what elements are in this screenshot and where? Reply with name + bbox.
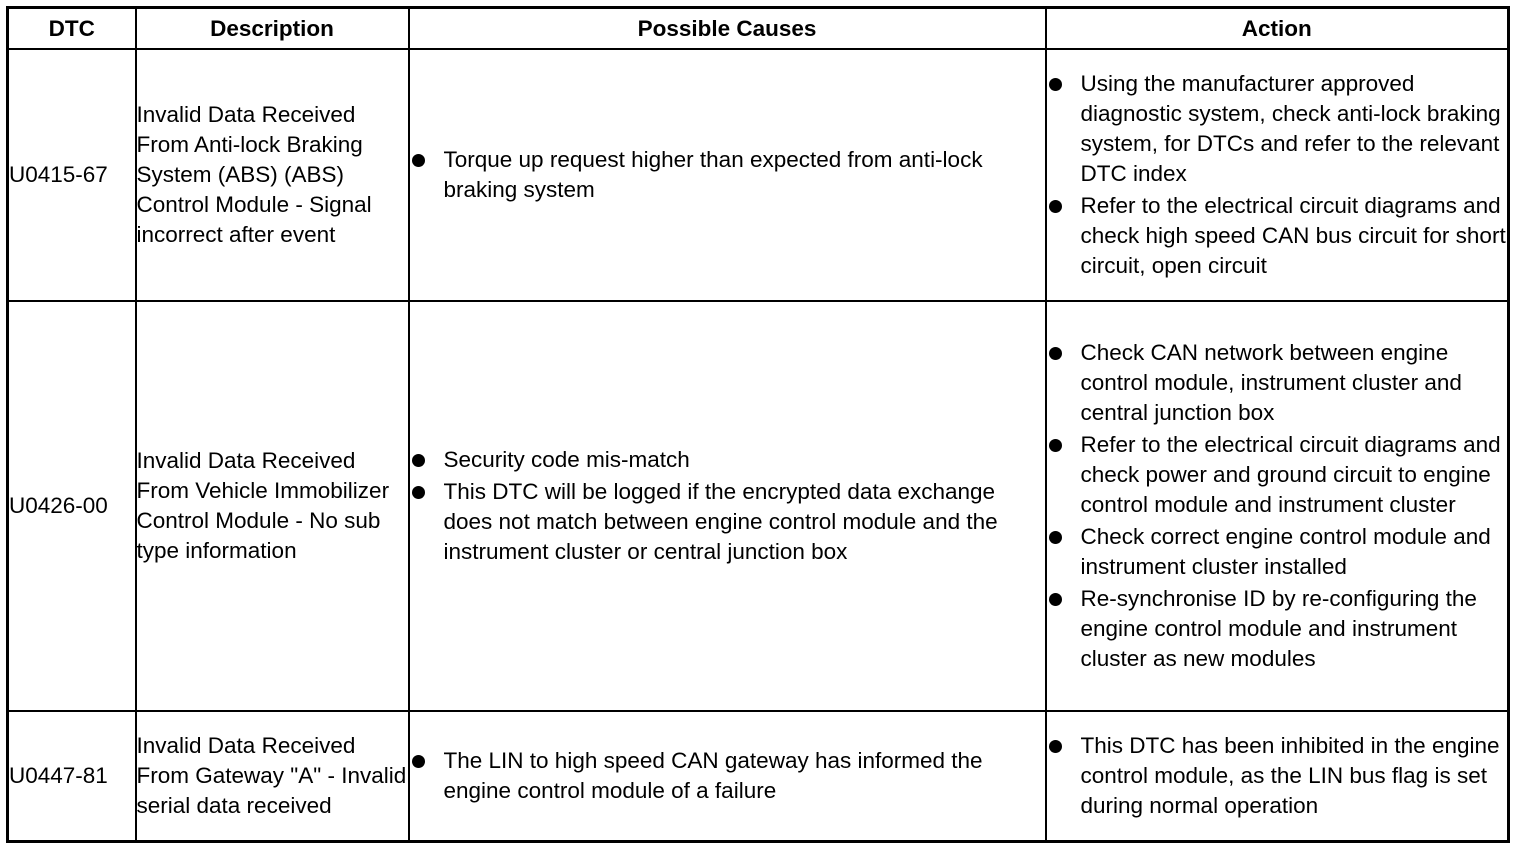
- dtc-code: U0415-67: [8, 49, 136, 301]
- dtc-description: Invalid Data Received From Anti-lock Braking System (ABS) (ABS) Control Module - Signal incorrect after event: [136, 49, 409, 301]
- header-dtc: DTC: [8, 8, 136, 50]
- dtc-table: [6, 6, 1510, 843]
- list-item: [1047, 522, 1508, 582]
- action-text: This DTC has been inhibited in the engine control module, as the LIN bus flag is set during normal operation: [1080, 733, 1500, 818]
- table-row: [8, 49, 1509, 301]
- list-item: [1047, 338, 1508, 428]
- actions: [1046, 711, 1509, 842]
- action-text: Check CAN network between engine control module, instrument cluster and central junction box: [1080, 340, 1462, 425]
- possible-causes: [409, 49, 1046, 301]
- bullet-icon: [412, 454, 425, 467]
- dtc-description: Invalid Data Received From Gateway "A" - Invalid serial data received: [136, 711, 409, 842]
- bullet-icon: [1049, 347, 1062, 360]
- header-action: Action: [1046, 8, 1509, 50]
- bullet-icon: [1049, 593, 1062, 606]
- list-item: [410, 445, 1045, 475]
- list-item: [1047, 731, 1508, 821]
- possible-causes: [409, 711, 1046, 842]
- list-item: [410, 145, 1045, 205]
- bullet-icon: [412, 486, 425, 499]
- dtc-code: U0447-81: [8, 711, 136, 842]
- cause-text: The LIN to high speed CAN gateway has informed the engine control module of a failure: [443, 748, 983, 803]
- table-row: [8, 711, 1509, 842]
- action-text: Check correct engine control module and instrument cluster installed: [1080, 524, 1491, 579]
- actions-list: [1047, 338, 1508, 674]
- list-item: [410, 477, 1045, 567]
- dtc-description: Invalid Data Received From Vehicle Immobilizer Control Module - No sub type information: [136, 301, 409, 711]
- cause-text: Security code mis-match: [443, 447, 690, 472]
- causes-list: [410, 746, 1045, 806]
- list-item: [1047, 191, 1508, 281]
- actions: [1046, 301, 1509, 711]
- list-item: [1047, 69, 1508, 189]
- bullet-icon: [1049, 439, 1062, 452]
- bullet-icon: [1049, 200, 1062, 213]
- bullet-icon: [412, 755, 425, 768]
- action-text: Re-synchronise ID by re-configuring the engine control module and instrument cluster as new modules: [1080, 586, 1477, 671]
- header-description: Description: [136, 8, 409, 50]
- bullet-icon: [1049, 531, 1062, 544]
- dtc-code: U0426-00: [8, 301, 136, 711]
- list-item: [1047, 584, 1508, 674]
- header-possible-causes: Possible Causes: [409, 8, 1046, 50]
- causes-list: [410, 445, 1045, 567]
- action-text: Refer to the electrical circuit diagrams and check high speed CAN bus circuit for short circuit, open circuit: [1080, 193, 1506, 278]
- bullet-icon: [1049, 740, 1062, 753]
- possible-causes: [409, 301, 1046, 711]
- cause-text: Torque up request higher than expected from anti-lock braking system: [443, 147, 983, 202]
- header-row: [8, 8, 1509, 50]
- actions: [1046, 49, 1509, 301]
- table-row: [8, 301, 1509, 711]
- action-text: Refer to the electrical circuit diagrams and check power and ground circuit to engine control module and instrument cluster: [1080, 432, 1501, 517]
- action-text: Using the manufacturer approved diagnostic system, check anti-lock braking system, for DTCs and refer to the relevant DTC index: [1080, 71, 1501, 186]
- bullet-icon: [1049, 78, 1062, 91]
- list-item: [410, 746, 1045, 806]
- actions-list: [1047, 69, 1508, 281]
- cause-text: This DTC will be logged if the encrypted data exchange does not match between engine control module and the instrument cluster or central junction box: [443, 479, 998, 564]
- list-item: [1047, 430, 1508, 520]
- causes-list: [410, 145, 1045, 205]
- actions-list: [1047, 731, 1508, 821]
- bullet-icon: [412, 154, 425, 167]
